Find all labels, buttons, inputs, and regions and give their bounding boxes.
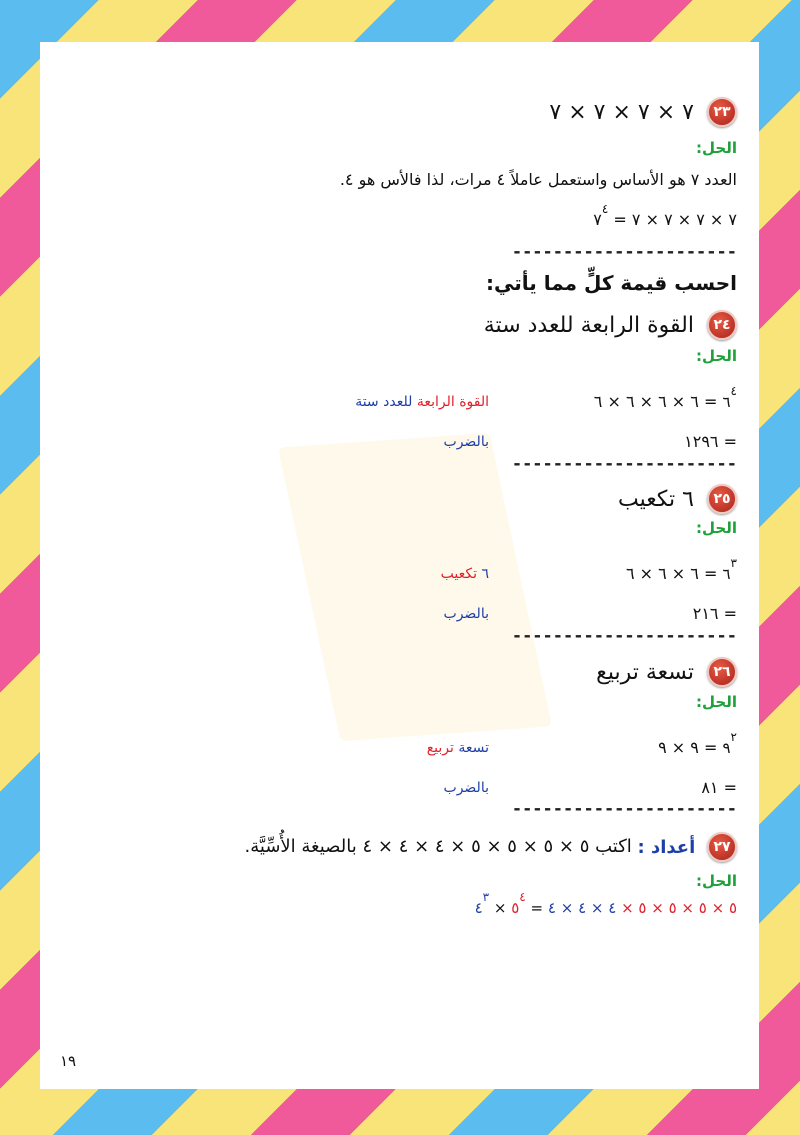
- question-text: اكتب ٥ × ٥ × ٥ × ٥ × ٤ × ٤ × ٤ بالصيغة الأُسِّيَّة.: [244, 836, 632, 857]
- page-number: ١٩: [60, 1052, 77, 1070]
- solution-label: الحل:: [696, 519, 737, 537]
- exponent: ٢: [730, 730, 737, 744]
- expansion: = ٦ × ٦ × ٦ × ٦: [593, 392, 718, 411]
- worksheet-page: [40, 42, 759, 1089]
- fives-product: ٥ × ٥ × ٥ × ٥ ×: [621, 899, 737, 917]
- question-number-badge: ٢٥: [707, 484, 737, 514]
- solution-step-1: [658, 730, 737, 757]
- four-power: ٤: [474, 899, 483, 917]
- label-red-part: القوة الرابعة: [416, 394, 489, 410]
- label-blue-part: تسعة: [458, 740, 489, 756]
- equation-result-base: ٧ × ٧ × ٧ × ٧ = ٧: [593, 210, 737, 229]
- step-label: [427, 740, 489, 756]
- label-red-part: تكعيب: [440, 566, 478, 582]
- solution-expression: [474, 890, 737, 917]
- question-text: القوة الرابعة للعدد ستة: [483, 312, 694, 338]
- five-power: ٥: [511, 899, 520, 917]
- question-text: تسعة تربيع: [596, 659, 694, 685]
- five-exponent: ٤: [519, 890, 526, 904]
- label-blue-part: ٦: [481, 566, 489, 582]
- exponent: ٣: [730, 556, 737, 570]
- step-label: [441, 566, 489, 582]
- expansion: = ٩ × ٩: [658, 738, 718, 757]
- divider: ----------------------: [511, 799, 737, 819]
- method-label: بالضرب: [443, 780, 489, 796]
- question-26: [596, 657, 737, 687]
- tag-label: أعداد :: [637, 836, 696, 858]
- question-24: [484, 310, 737, 340]
- solution-step-1: [625, 556, 737, 583]
- solution-step-1: [593, 384, 737, 411]
- label-blue-part: للعدد ستة: [355, 394, 417, 410]
- question-27: [245, 832, 737, 862]
- step-label: [355, 394, 489, 410]
- explanation-text: العدد ٧ هو الأساس واستعمل عاملاً ٤ مرات، لذا فالأس هو ٤.: [339, 170, 737, 189]
- solution-label: الحل:: [696, 693, 737, 711]
- question-number-badge: ٢٦: [707, 657, 737, 687]
- four-exponent: ٣: [482, 890, 490, 904]
- exponent: ٤: [730, 384, 737, 398]
- exponent-base: ٦: [722, 565, 731, 583]
- question-text: ٦ تكعيب: [618, 486, 694, 512]
- question-number-badge: ٢٤: [707, 310, 737, 340]
- solution-label: الحل:: [696, 347, 737, 365]
- exponent-base: ٩: [722, 739, 731, 757]
- divider: ----------------------: [511, 454, 737, 474]
- label-red-part: تربيع: [426, 740, 454, 756]
- solution-label: الحل:: [696, 139, 737, 157]
- question-25: [618, 484, 737, 514]
- method-label: بالضرب: [443, 606, 489, 622]
- fours-product: ٤ × ٤ × ٤: [547, 899, 617, 917]
- solution-step-2: = ١٢٩٦: [684, 432, 737, 451]
- expansion: = ٦ × ٦ × ٦: [625, 564, 718, 583]
- section-heading: احسب قيمة كلٍّ مما يأتي:: [486, 271, 737, 295]
- power-equation: [593, 202, 737, 229]
- method-label: بالضرب: [443, 434, 489, 450]
- page-content: [40, 42, 759, 1089]
- equation-exponent: ٤: [601, 202, 609, 216]
- question-text: ٧ × ٧ × ٧ × ٧: [549, 99, 694, 125]
- times-sign: ×: [493, 899, 507, 917]
- solution-label: الحل:: [696, 872, 737, 890]
- divider: ----------------------: [511, 242, 737, 262]
- solution-step-2: = ٨١: [701, 778, 737, 797]
- question-23: [549, 97, 737, 127]
- solution-step-2: = ٢١٦: [692, 604, 737, 623]
- equals-sign: =: [530, 899, 544, 917]
- question-number-badge: ٢٧: [707, 832, 737, 862]
- exponent-base: ٦: [722, 393, 731, 411]
- question-number-badge: ٢٣: [707, 97, 737, 127]
- divider: ----------------------: [511, 626, 737, 646]
